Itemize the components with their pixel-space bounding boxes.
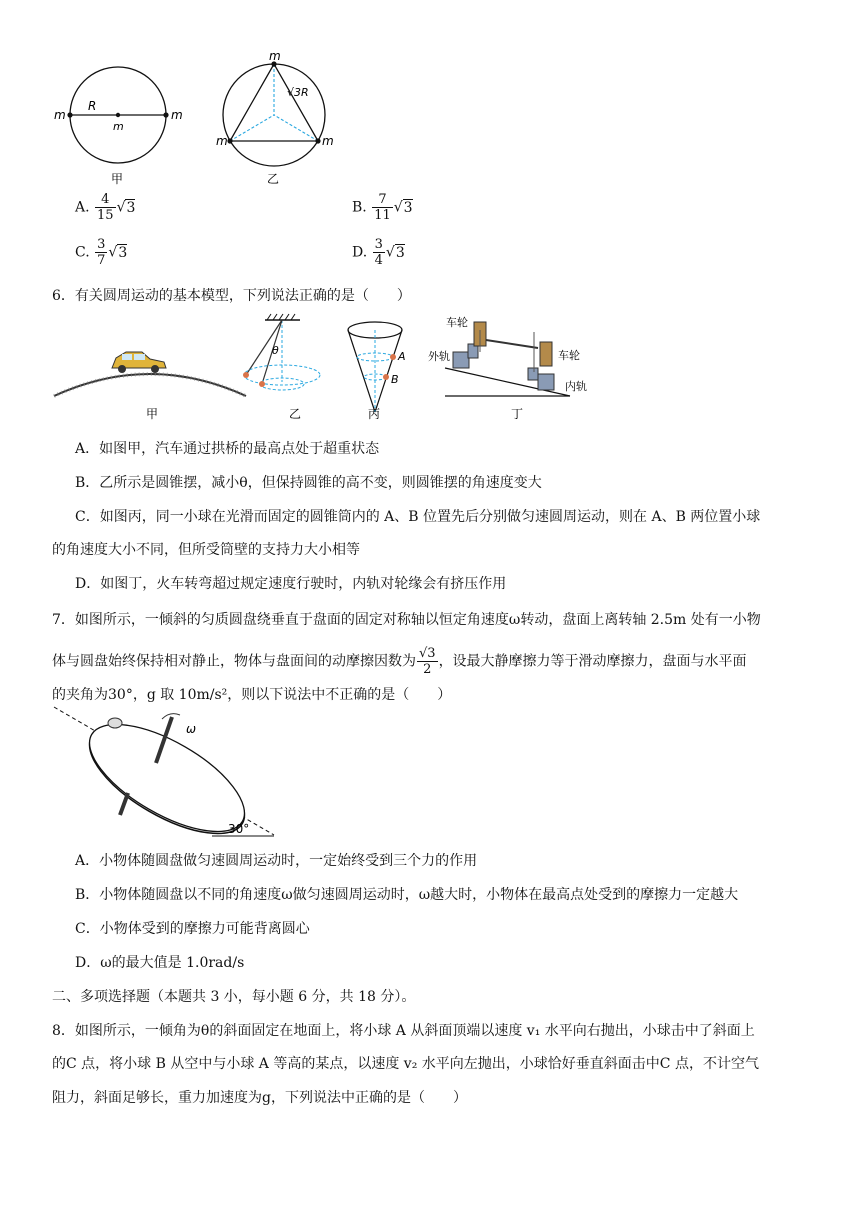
q8-line-1: 8．如图所示，一倾角为θ的斜面固定在地面上，将小球 A 从斜面顶端以速度 v₁ 水平向右抛出，小球击中了斜面上 <box>52 1023 755 1039</box>
q5-option-b[interactable] <box>352 192 413 223</box>
q6-figure <box>50 312 610 426</box>
label-m-br: m <box>322 134 334 148</box>
caption-jia: 甲 <box>146 407 159 421</box>
caption-yi: 乙 <box>289 407 302 421</box>
label-omega: ω <box>186 722 197 736</box>
label-angle: 30° <box>228 822 250 836</box>
q6-option-a[interactable]: A．如图甲，汽车通过拱桥的最高点处于超重状态 <box>75 441 380 457</box>
q7-option-c[interactable]: C．小物体受到的摩擦力可能背离圆心 <box>75 921 310 937</box>
q8-line-2: 的C 点，将小球 B 从空中与小球 A 等高的某点，以速度 v₂ 水平向左抛出，小球恰好垂直斜面击中C 点，不计空气 <box>52 1056 759 1072</box>
q5-option-d[interactable] <box>352 237 405 268</box>
sqrt: √3 <box>108 244 128 261</box>
label-m-top: m <box>269 52 281 63</box>
option-letter: B. <box>352 199 367 216</box>
sqrt: √3 <box>116 199 136 216</box>
label-B: B <box>391 373 399 386</box>
label-m-bl: m <box>216 134 228 148</box>
label-A: A <box>398 350 406 363</box>
q5-option-c[interactable] <box>75 237 127 268</box>
q7-line-2: 体与圆盘始终保持相对静止，物体与盘面间的动摩擦因数为 $\frac{√3}{2}$ ，设最大静摩擦力等于滑动摩擦力，盘面与水平面 <box>52 646 747 677</box>
fraction: $\frac{3}{4}$ <box>374 237 383 268</box>
caption-ding: 丁 <box>511 407 524 421</box>
q5-option-a[interactable] <box>75 192 135 223</box>
label-wheel-1: 车轮 <box>446 316 468 329</box>
caption-jia: 甲 <box>111 172 124 186</box>
mu-fraction: $\frac{√3}{2}$ <box>419 646 436 677</box>
fraction: $\frac{4}{15}$ <box>97 192 114 223</box>
caption-bing: 丙 <box>368 407 381 421</box>
q7-option-a[interactable]: A．小物体随圆盘做匀速圆周运动时，一定始终受到三个力的作用 <box>75 853 478 869</box>
label-m-left: m <box>54 108 66 122</box>
fraction: $\frac{3}{7}$ <box>97 237 106 268</box>
q7-option-d[interactable]: D．ω的最大值是 1.0rad/s <box>75 955 245 971</box>
q8-line-3: 阻力，斜面足够长，重力加速度为g，下列说法中正确的是（ ） <box>52 1090 467 1106</box>
label-m-center: m <box>113 120 124 133</box>
q6-option-c-cont: 的角速度大小不同，但所受筒壁的支持力大小相等 <box>52 542 360 558</box>
fraction: $\frac{7}{11}$ <box>374 192 391 223</box>
option-letter: D. <box>352 244 368 261</box>
q6-option-b[interactable]: B．乙所示是圆锥摆，减小θ，但保持圆锥的高不变，则圆锥摆的角速度变大 <box>75 475 542 491</box>
q6-stem: 6．有关圆周运动的基本模型，下列说法正确的是（ ） <box>52 288 411 304</box>
section-2-heading: 二、多项选择题（本题共 3 小，每小题 6 分，共 18 分）。 <box>52 989 416 1005</box>
sqrt: √3 <box>393 199 413 216</box>
q7-figure <box>52 705 292 840</box>
label-R: R <box>88 99 97 113</box>
q7-option-b[interactable]: B．小物体随圆盘以不同的角速度ω做匀速圆周运动时，ω越大时，小物体在最高点处受到的摩擦力一定越大 <box>75 887 739 903</box>
option-letter: A. <box>75 199 90 216</box>
q6-option-d[interactable]: D．如图丁，火车转弯超过规定速度行驶时，内轨对轮缘会有挤压作用 <box>75 576 507 592</box>
q6-option-c[interactable]: C．如图丙，同一小球在光滑而固定的圆锥筒内的 A、B 位置先后分别做匀速圆周运动，则在 A、B 两位置小球 <box>75 509 761 525</box>
q7-line-3: 的夹角为30°，g 取 10m/s²，则以下说法中不正确的是（ ） <box>52 687 452 703</box>
label-outer-rail: 外轨 <box>428 350 450 363</box>
caption-yi: 乙 <box>267 172 280 186</box>
label-theta: θ <box>272 344 279 357</box>
sqrt: √3 <box>385 244 405 261</box>
label-sqrt3R: √3R <box>287 86 309 99</box>
q5-figure <box>50 52 350 187</box>
label-m-right: m <box>171 108 183 122</box>
label-inner-rail: 内轨 <box>565 380 587 393</box>
option-letter: C. <box>75 244 90 261</box>
q7-line-1: 7．如图所示，一倾斜的匀质圆盘绕垂直于盘面的固定对称轴以恒定角速度ω转动，盘面上离转轴 2.5m 处有一小物 <box>52 612 761 628</box>
label-wheel-2: 车轮 <box>558 349 580 362</box>
car-icon <box>112 352 166 373</box>
